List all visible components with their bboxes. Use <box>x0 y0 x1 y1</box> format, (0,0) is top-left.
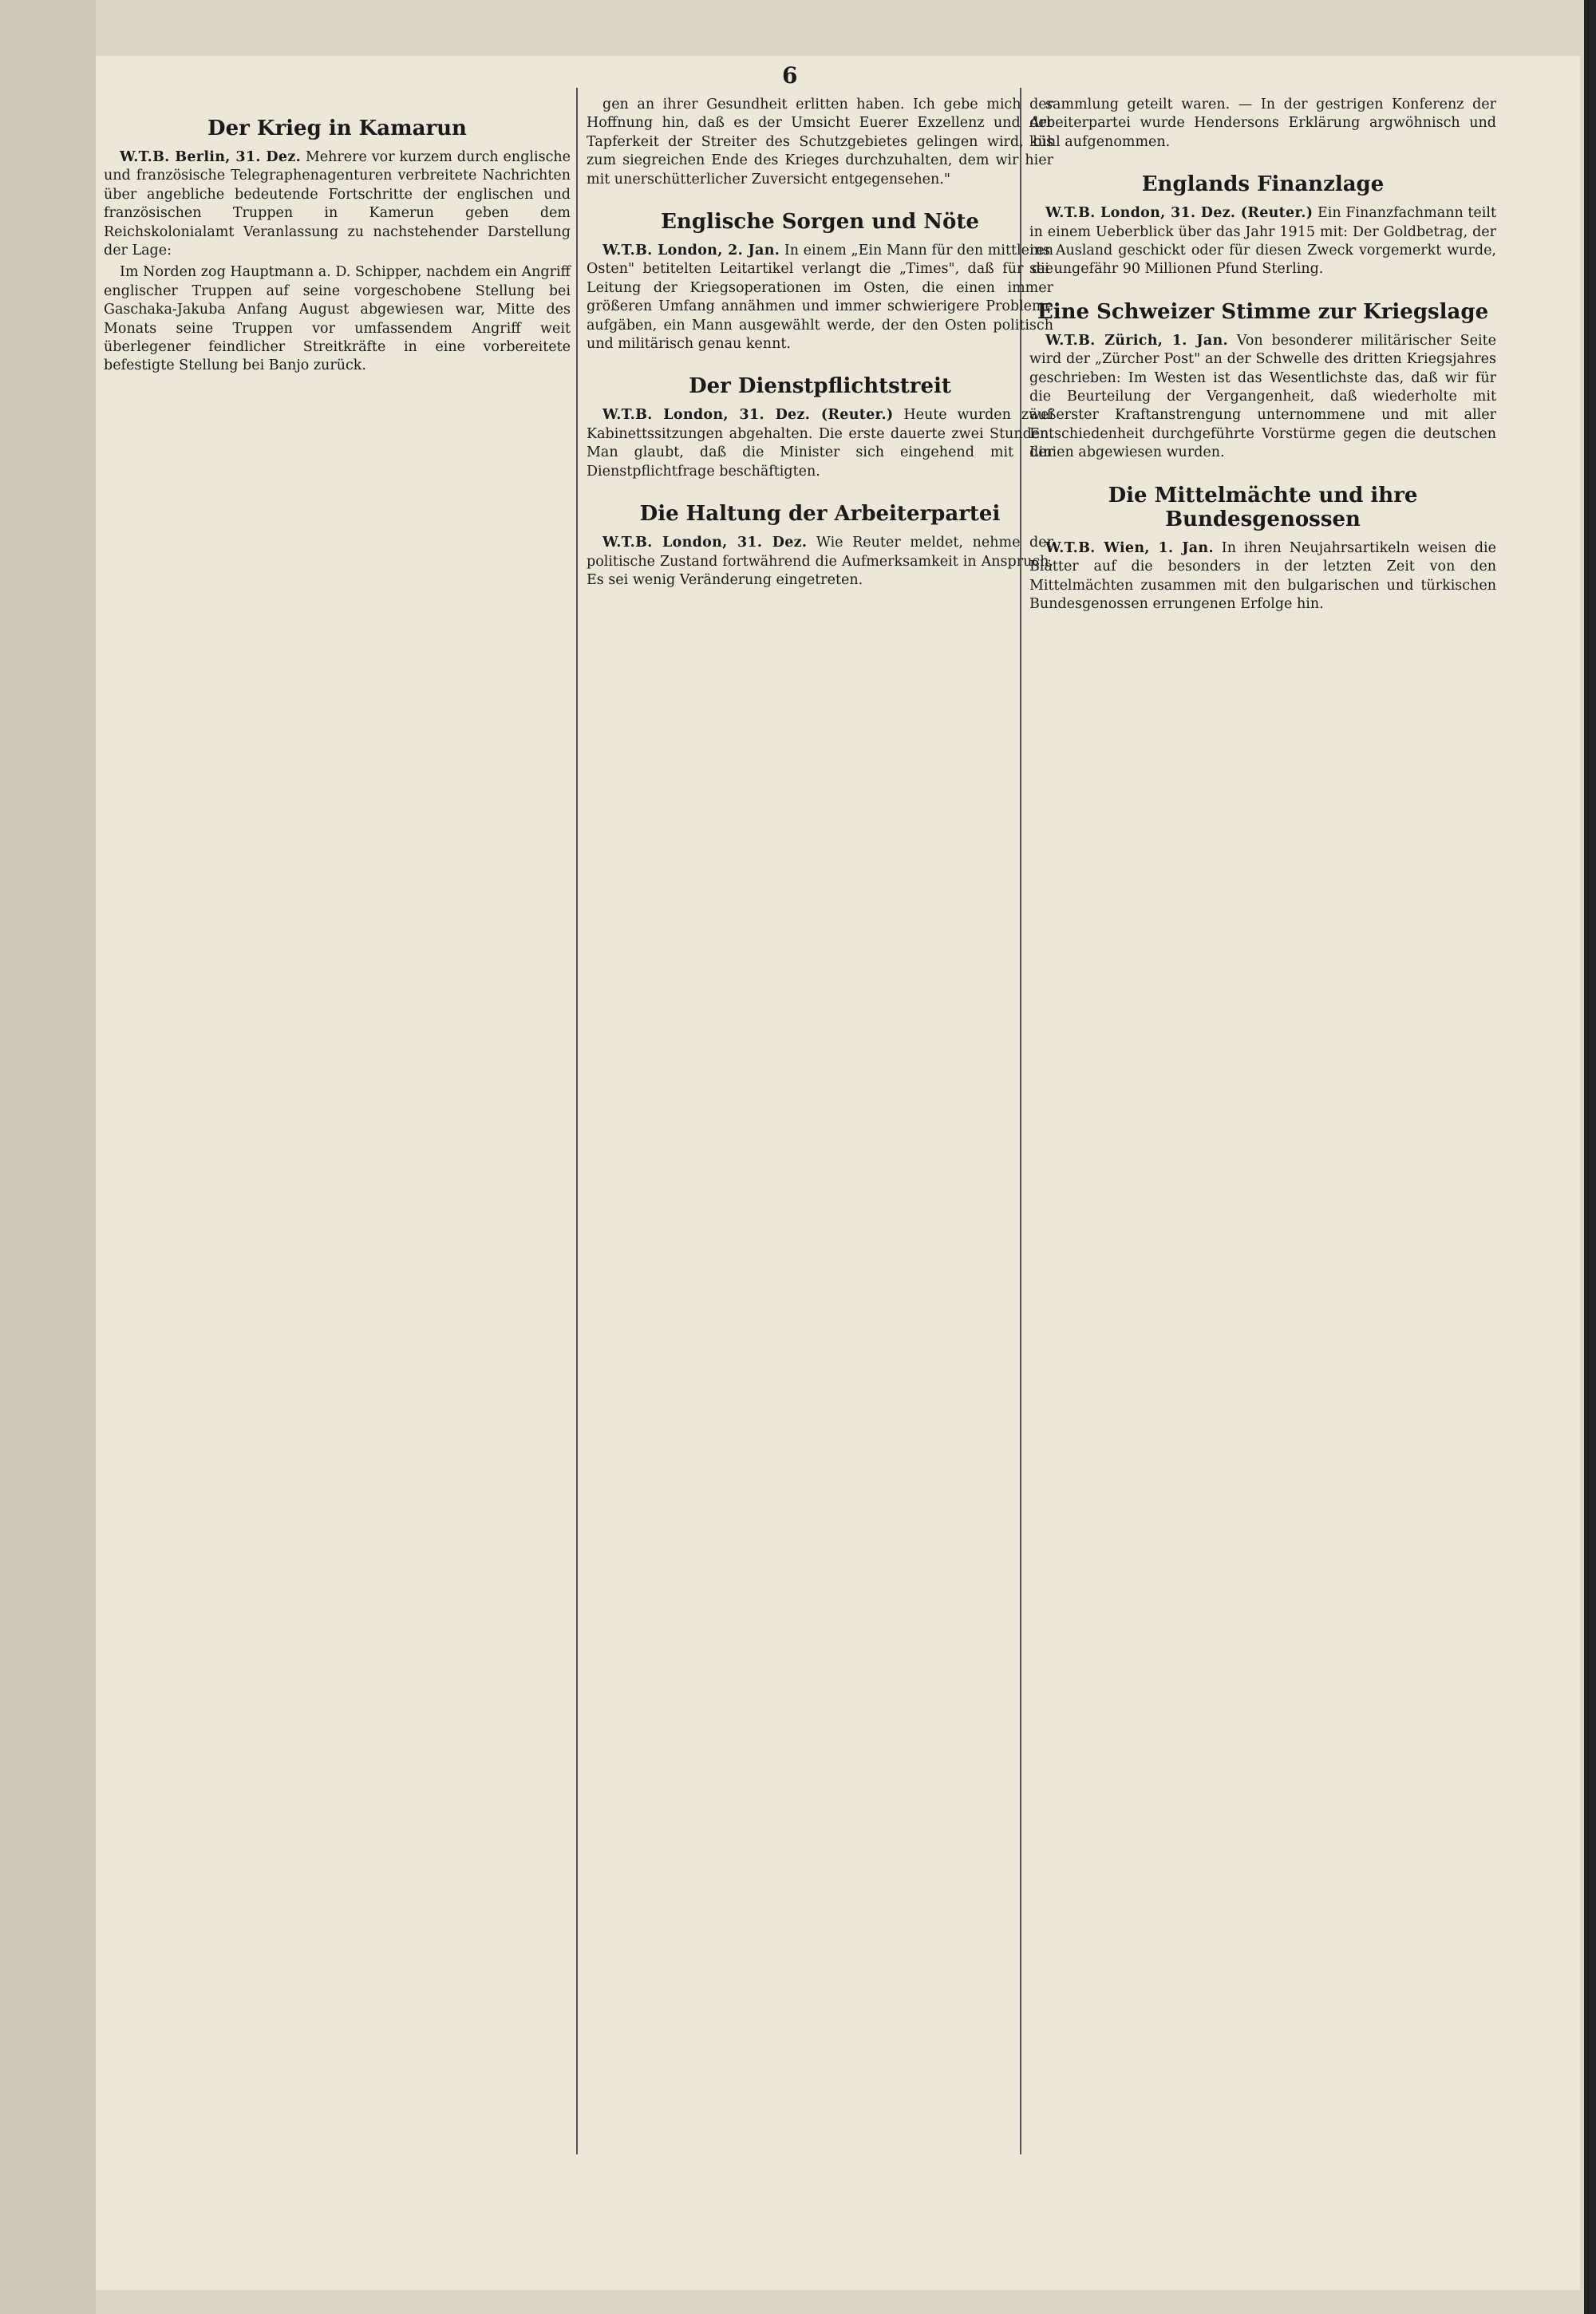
page-number: 6 <box>782 62 798 89</box>
dateline: W.T.B. London, 31. Dez. (Reuter.) <box>1045 205 1314 222</box>
dateline: W.T.B. London, 31. Dez. <box>602 535 808 551</box>
dateline: W.T.B. London, 31. Dez. (Reuter.) <box>602 407 894 424</box>
article-text: W.T.B. London, 31. Dez. Wie Reuter meldet, nehme der politische Zustand fortwährend die Aufmerksamkeit in Anspruch. Es sei wenig Veränderung eingetreten. <box>587 535 1053 588</box>
headline: Die Haltung der Arbeiterpartei <box>639 502 1001 527</box>
article-text: W.T.B. Zürich, 1. Jan. Von besonderer militärischer Seite wird der „Zürcher Post" an der Schwelle des dritten Kriegsjahres geschrieben: Im Westen ist das Wesentlichste das, daß wir für die Beurteilung der Vergangenheit, daß wiederholte mit äußerster Kraftanstrengung unternommene und mit aller Entschiedenheit durchgeführte Vorstürme gegen die deutschen Linien abgewiesen wurden. <box>1029 332 1496 461</box>
column-rule <box>576 88 578 2154</box>
article-text: W.T.B. Berlin, 31. Dez. Mehrere vor kurzem durch englische und französische Telegraphenagenturen verbreitete Nachrichten über angebliche bedeutende Fortschritte der englischen und französischen Truppen in Kamerun geben dem Reichskolonialamt Veranlassung zu nachstehender Darstellung der Lage: <box>104 149 571 259</box>
article-text: sammlung geteilt waren. — In der gestrigen Konferenz der Arbeiterpartei wurde Hendersons Erklärung argwöhnisch und kühl aufgenommen. <box>1029 97 1496 150</box>
headline: Der Dienstpflichtstreit <box>689 374 951 399</box>
headline: Der Krieg in Kamarun <box>207 116 467 140</box>
column-1 <box>104 96 571 379</box>
dateline: W.T.B. Berlin, 31. Dez. <box>120 149 301 165</box>
article-text: gen an ihrer Gesundheit erlitten haben. Ich gebe mich der Hoffnung hin, daß es der Umsicht Euerer Exzellenz und der Tapferkeit der Streiter des Schutzgebietes gelingen wird, bis zum siegreichen Ende des Krieges durchzuhalten, dem wir hier mit unerschütterlicher Zuversicht entgegensehen." <box>587 97 1053 188</box>
column-3 <box>1029 96 1496 617</box>
headline: Eine Schweizer Stimme zur Kriegslage <box>1037 299 1489 324</box>
headline: Die Mittelmächte und ihre Bundesgenossen <box>1108 483 1418 531</box>
dateline: W.T.B. London, 2. Jan. <box>602 243 780 259</box>
headline: Englands Finanzlage <box>1141 172 1385 197</box>
dateline: W.T.B. Zürich, 1. Jan. <box>1045 332 1228 349</box>
scan-margin <box>0 0 96 2314</box>
article-text: W.T.B. Wien, 1. Jan. In ihren Neujahrsartikeln weisen die Blätter auf die besonders in der letzten Zeit von den Mittelmächten zusammen mit den bulgarischen und türkischen Bundesgenossen errungenen Erfolge hin. <box>1029 539 1496 612</box>
article-text: W.T.B. London, 31. Dez. (Reuter.) Ein Finanzfachmann teilt in einem Ueberblick über das Jahr 1915 mit: Der Goldbetrag, der ins Ausland geschickt oder für diesen Zweck vorgemerkt wurde, sei ungefähr 90 Millionen Pfund Sterling. <box>1029 205 1496 278</box>
article-text: W.T.B. London, 31. Dez. (Reuter.) Heute wurden zwei Kabinettssitzungen abgehalten. Die erste dauerte zwei Stunden. Man glaubt, daß die Minister sich eingehend mit der Dienstpflichtfrage beschäftigten. <box>587 407 1053 480</box>
headline: Englische Sorgen und Nöte <box>661 210 979 235</box>
article-text: Im Norden zog Hauptmann a. D. Schipper, nachdem ein Angriff englischer Truppen auf seine vorgeschobene Stellung bei Gaschaka-Jakuba Anfang August abgewiesen war, Mitte des Monats seine Truppen vor umfassendem Angriff weit überlegener feindlicher Streitkräfte in eine vorbereitete befestigte Stellung bei Banjo zurück. <box>104 264 571 374</box>
dateline: W.T.B. Wien, 1. Jan. <box>1045 539 1214 556</box>
article-text: W.T.B. London, 2. Jan. In einem „Ein Mann für den mittleren Osten" betitelten Leitartikel verlangt die „Times", daß für die Leitung der Kriegsoperationen im Osten, die einen immer größeren Umfang annähmen und immer schwierigere Probleme aufgäben, ein Mann ausgewählt werde, der den Osten politisch und militärisch genau kennt. <box>587 243 1053 353</box>
column-2 <box>587 96 1053 593</box>
scan-edge <box>1584 0 1596 2314</box>
